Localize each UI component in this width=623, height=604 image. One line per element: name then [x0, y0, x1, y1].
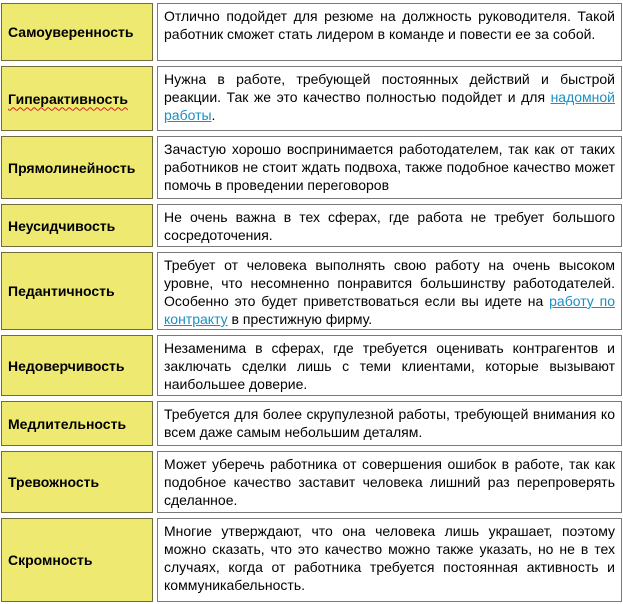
trait-description: Требуется для более скрупулезной работы, требующей внимания ко всем даже самым небольшим деталям.: [157, 401, 622, 446]
trait-label: Недоверчивость: [1, 335, 153, 396]
home-work-link[interactable]: надомной работы: [164, 89, 615, 123]
trait-description: Незаменима в сферах, где требуется оценивать контрагентов и заключать сделки лишь с теми клиентами, которые вызывают наибольшее доверие.: [157, 335, 622, 396]
trait-label: Прямолинейность: [1, 136, 153, 199]
trait-description: [157, 66, 622, 131]
trait-label: Неусидчивость: [1, 204, 153, 247]
trait-description: Не очень важна в тех сферах, где работа не требует большого сосредоточения.: [157, 204, 622, 247]
trait-description: Многие утверждают, что она человека лишь украшает, поэтому можно сказать, что это качество можно также указать, но не в тех случаях, когда от работника требуется постоянная активность и коммуникабельность.: [157, 518, 622, 602]
description-text: в престижную фирму.: [227, 311, 373, 327]
trait-label: Тревожность: [1, 451, 153, 513]
description-text: Нужна в работе, требующей постоянных действий и быстрой реакции. Так же это качество полностью подойдет и для: [164, 71, 615, 105]
trait-description: Зачастую хорошо воспринимается работодателем, так как от таких работников не стоит ждать подвоха, также подобное качество может помочь в проведении переговоров: [157, 136, 622, 199]
trait-description: Отлично подойдет для резюме на должность руководителя. Такой работник сможет стать лидером в команде и повести ее за собой.: [157, 3, 622, 61]
contract-work-link[interactable]: работу по контракту: [164, 293, 615, 327]
description-text: Требует от человека выполнять свою работу на очень высоком уровне, что несомненно понравится большинству работодателей. Особенно это будет приветствоваться если вы идете на: [164, 257, 615, 309]
trait-description: [157, 252, 622, 330]
trait-label: Педантичность: [1, 252, 153, 330]
trait-label: Медлительность: [1, 401, 153, 446]
trait-label-text: Гиперактивность: [8, 90, 128, 107]
trait-label: [1, 66, 153, 131]
description-text: .: [211, 107, 216, 123]
trait-label: Самоуверенность: [1, 3, 153, 61]
trait-label: Скромность: [1, 518, 153, 602]
trait-description: Может уберечь работника от совершения ошибок в работе, так как подобное качество заставит человека лишний раз перепроверять сделанное.: [157, 451, 622, 513]
